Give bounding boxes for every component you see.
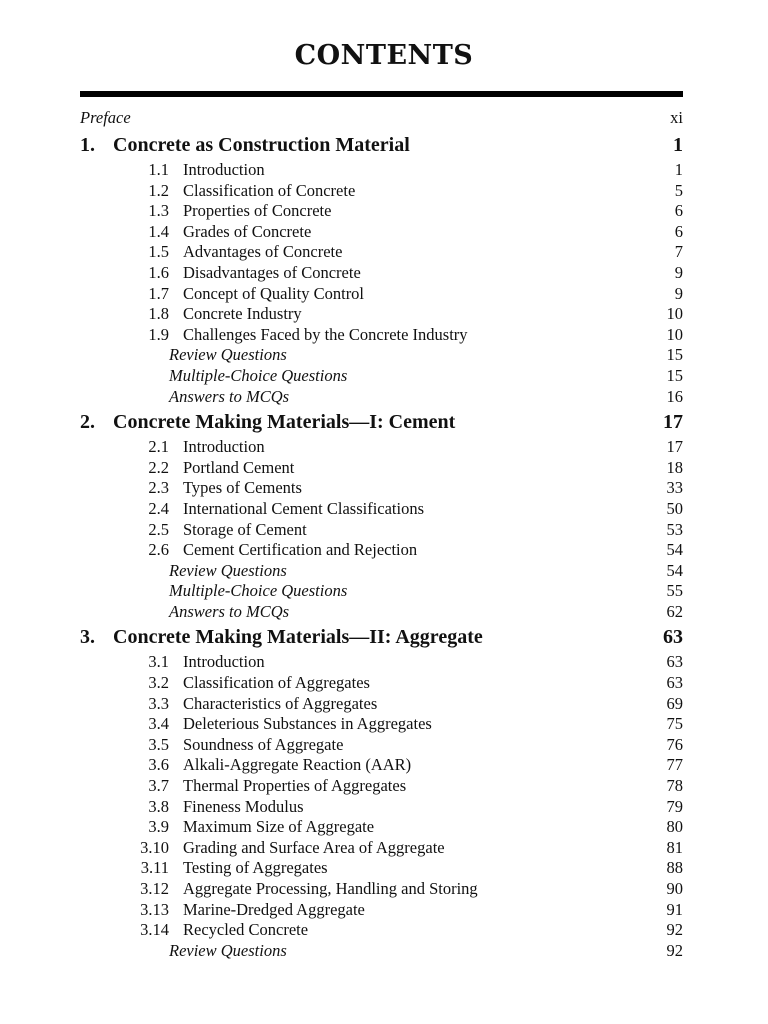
- section-number: 1.6: [148, 262, 169, 282]
- section-number: 1.8: [148, 304, 169, 324]
- toc-section[interactable]: [80, 181, 683, 202]
- toc-section[interactable]: [80, 838, 683, 859]
- extra-title: Answers to MCQs: [169, 601, 290, 621]
- toc-section[interactable]: [80, 222, 683, 243]
- toc-section[interactable]: [80, 160, 683, 181]
- toc-section[interactable]: [80, 755, 683, 776]
- section-title: Concrete Industry: [183, 304, 302, 324]
- section-page: 91: [666, 899, 683, 919]
- toc-section[interactable]: [80, 540, 683, 561]
- toc-section[interactable]: [80, 900, 683, 921]
- extra-title: Review Questions: [169, 345, 287, 365]
- section-page: 10: [666, 304, 683, 324]
- toc-section[interactable]: [80, 694, 683, 715]
- toc-end-matter[interactable]: [80, 602, 683, 623]
- section-title: Classification of Concrete: [183, 180, 356, 200]
- section-number: 1.9: [148, 324, 169, 344]
- extra-title: Review Questions: [169, 560, 287, 580]
- extra-page: 15: [666, 365, 683, 385]
- extra-title: Multiple-Choice Questions: [169, 365, 348, 385]
- toc-section[interactable]: [80, 714, 683, 735]
- section-number: 2.2: [148, 457, 169, 477]
- section-title: Thermal Properties of Aggregates: [183, 776, 407, 796]
- toc-section[interactable]: [80, 652, 683, 673]
- section-title: Fineness Modulus: [183, 796, 304, 816]
- section-page: 92: [666, 920, 683, 940]
- section-number: 1.4: [148, 221, 169, 241]
- section-title: Deleterious Substances in Aggregates: [183, 714, 432, 734]
- toc-section[interactable]: [80, 284, 683, 305]
- extra-title: Multiple-Choice Questions: [169, 581, 348, 601]
- section-number: 3.10: [140, 837, 169, 857]
- section-page: 63: [666, 652, 683, 672]
- section-page: 9: [674, 262, 683, 282]
- section-page: 76: [666, 734, 683, 754]
- section-title: Alkali-Aggregate Reaction (AAR): [183, 755, 412, 775]
- section-page: 10: [666, 324, 683, 344]
- section-number: 3.12: [140, 879, 169, 898]
- section-title: Storage of Cement: [183, 519, 307, 539]
- chapter-page: 1: [673, 134, 683, 156]
- toc-chapter[interactable]: [80, 407, 683, 437]
- extra-page: 62: [666, 601, 683, 621]
- section-number: 3.8: [148, 796, 169, 816]
- section-page: 54: [666, 540, 683, 560]
- toc-section[interactable]: [80, 858, 683, 879]
- extra-page: 16: [666, 386, 683, 406]
- toc-end-matter[interactable]: [80, 366, 683, 387]
- extra-title: Answers to MCQs: [169, 386, 290, 406]
- toc-section[interactable]: [80, 879, 683, 900]
- section-title: Disadvantages of Concrete: [183, 262, 361, 282]
- section-number: 3.1: [148, 652, 169, 672]
- section-title: Challenges Faced by the Concrete Industry: [183, 324, 468, 344]
- section-page: 6: [674, 221, 683, 241]
- section-title: Properties of Concrete: [183, 201, 332, 221]
- toc-end-matter[interactable]: [80, 387, 683, 408]
- toc-section[interactable]: [80, 437, 683, 458]
- section-page: 18: [666, 457, 683, 477]
- section-number: 3.9: [148, 817, 169, 837]
- toc-section[interactable]: [80, 499, 683, 520]
- toc-section[interactable]: [80, 458, 683, 479]
- toc-preface[interactable]: [80, 106, 683, 130]
- section-number: 3.13: [140, 899, 169, 919]
- chapter-title: Concrete as Construction Material: [113, 134, 410, 156]
- section-page: 50: [666, 498, 683, 518]
- section-page: 81: [666, 837, 683, 857]
- extra-title: Review Questions: [169, 940, 287, 960]
- toc-section[interactable]: [80, 735, 683, 756]
- section-title: International Cement Classifications: [183, 498, 425, 518]
- section-title: Types of Cements: [183, 478, 302, 498]
- section-number: 3.3: [148, 693, 169, 713]
- toc-section[interactable]: [80, 478, 683, 499]
- section-page: 5: [674, 180, 683, 200]
- section-number: 1.3: [148, 201, 169, 221]
- section-page: 88: [666, 858, 683, 878]
- section-title: Concept of Quality Control: [183, 283, 365, 303]
- toc-section[interactable]: [80, 242, 683, 263]
- section-number: 3.14: [140, 920, 169, 940]
- extra-page: 55: [666, 581, 683, 601]
- toc-chapter[interactable]: [80, 130, 683, 160]
- section-page: 77: [666, 755, 683, 775]
- toc-end-matter[interactable]: [80, 581, 683, 602]
- section-title: Grading and Surface Area of Aggregate: [183, 837, 445, 857]
- section-title: Aggregate Processing, Handling and Storing: [183, 879, 478, 898]
- title-rule: [80, 91, 683, 97]
- section-number: 2.1: [148, 437, 169, 457]
- section-title: Advantages of Concrete: [183, 242, 343, 262]
- section-title: Marine-Dredged Aggregate: [183, 899, 365, 919]
- section-title: Recycled Concrete: [183, 920, 309, 940]
- section-number: 3.4: [148, 714, 169, 734]
- section-number: 1.7: [148, 283, 169, 303]
- chapter-page: 63: [663, 626, 683, 649]
- toc-section[interactable]: [80, 263, 683, 284]
- extra-page: 15: [666, 345, 683, 365]
- section-number: 1.2: [148, 180, 169, 200]
- section-number: 3.6: [148, 755, 169, 775]
- toc-end-matter[interactable]: [80, 941, 683, 962]
- section-page: 1: [674, 160, 683, 179]
- section-title: Introduction: [183, 652, 265, 672]
- section-page: 53: [666, 519, 683, 539]
- section-page: 78: [666, 776, 683, 796]
- preface-page: xi: [670, 108, 683, 127]
- section-title: Maximum Size of Aggregate: [183, 817, 375, 837]
- section-title: Cement Certification and Rejection: [183, 540, 418, 560]
- section-number: 2.5: [148, 519, 169, 539]
- toc-section[interactable]: [80, 673, 683, 694]
- section-title: Portland Cement: [183, 457, 295, 477]
- section-page: 79: [666, 796, 683, 816]
- chapter-number: 3.: [80, 626, 95, 649]
- toc-section[interactable]: [80, 776, 683, 797]
- preface-label: Preface: [80, 108, 131, 127]
- page-title: CONTENTS: [294, 40, 474, 71]
- section-page: 90: [666, 879, 683, 898]
- section-number: 1.5: [148, 242, 169, 262]
- extra-page: 54: [666, 560, 683, 580]
- section-number: 1.1: [148, 160, 169, 179]
- toc-section[interactable]: [80, 920, 683, 941]
- toc-section[interactable]: [80, 325, 683, 346]
- section-page: 9: [674, 283, 683, 303]
- section-number: 2.3: [148, 478, 169, 498]
- section-page: 17: [666, 437, 683, 457]
- section-title: Characteristics of Aggregates: [183, 693, 378, 713]
- toc-section[interactable]: [80, 817, 683, 838]
- extra-page: 92: [666, 940, 683, 960]
- section-title: Introduction: [183, 437, 265, 457]
- section-title: Testing of Aggregates: [183, 858, 328, 878]
- toc-section[interactable]: [80, 797, 683, 818]
- section-page: 6: [674, 201, 683, 221]
- section-page: 33: [666, 478, 683, 498]
- table-of-contents: [80, 106, 683, 961]
- chapter-page: 17: [663, 411, 683, 434]
- section-page: 63: [666, 673, 683, 693]
- section-number: 3.5: [148, 734, 169, 754]
- section-title: Classification of Aggregates: [183, 673, 370, 693]
- toc-chapter[interactable]: [80, 622, 683, 652]
- section-title: Grades of Concrete: [183, 221, 312, 241]
- section-number: 3.7: [148, 776, 169, 796]
- section-number: 2.6: [148, 540, 169, 560]
- chapter-title: Concrete Making Materials—I: Cement: [113, 411, 456, 434]
- chapter-list: [80, 130, 683, 961]
- chapter-number: 2.: [80, 411, 95, 434]
- section-number: 2.4: [148, 498, 169, 518]
- section-page: 75: [666, 714, 683, 734]
- toc-end-matter[interactable]: [80, 561, 683, 582]
- section-number: 3.11: [140, 858, 169, 878]
- section-title: Soundness of Aggregate: [183, 734, 344, 754]
- section-page: 7: [674, 242, 683, 262]
- section-page: 69: [666, 693, 683, 713]
- chapter-title: Concrete Making Materials—II: Aggregate: [113, 626, 483, 649]
- toc-section[interactable]: [80, 520, 683, 541]
- toc-section[interactable]: [80, 304, 683, 325]
- section-title: Introduction: [183, 160, 265, 179]
- section-page: 80: [666, 817, 683, 837]
- chapter-number: 1.: [80, 134, 95, 156]
- section-number: 3.2: [148, 673, 169, 693]
- toc-end-matter[interactable]: [80, 345, 683, 366]
- toc-section[interactable]: [80, 201, 683, 222]
